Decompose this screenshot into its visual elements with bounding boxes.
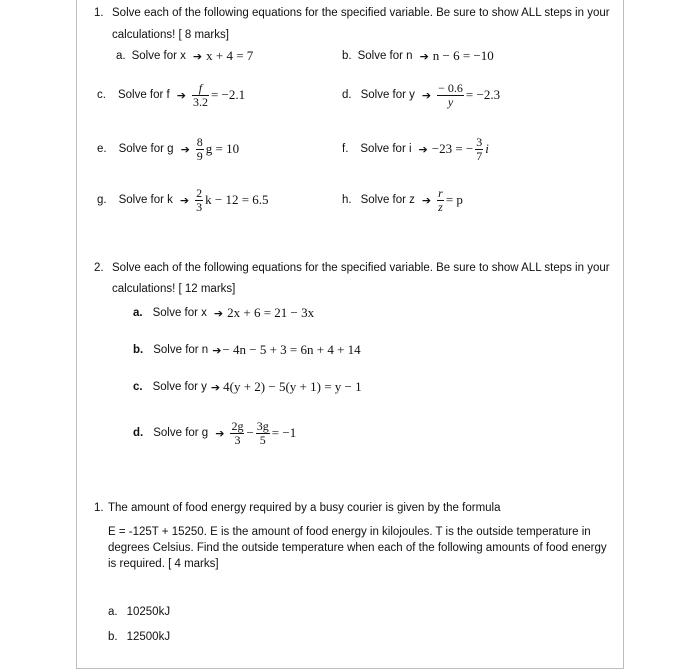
fraction-denominator: 9 (196, 148, 203, 163)
equation-rest: k − 12 = 6.5 (205, 192, 269, 208)
q1-intro-line2: calculations! [ 8 marks] (112, 29, 229, 41)
q3-item-b (108, 631, 170, 643)
fraction-denominator: 3 (234, 432, 241, 447)
item-label: b. (342, 50, 352, 62)
item-label: a. (108, 606, 118, 618)
item-label: h. (342, 194, 352, 207)
fraction-numerator: 3g (256, 419, 269, 433)
fraction-1 (230, 420, 244, 446)
q1-number: 1. (94, 7, 104, 19)
q2-intro-line1: Solve each of the following equations for the specified variable. Be sure to show ALL steps in your (112, 262, 610, 274)
fraction-numerator: 2 (196, 186, 203, 200)
fraction-denominator: y (447, 94, 454, 109)
equation-rest: = −2.1 (210, 87, 246, 103)
q1-item-b (342, 48, 494, 64)
q3-formula-paragraph: E = -125T + 15250. E is the amount of food energy in kilojoules. T is the outside temperature in degrees Celsius. Find the outside temperature when each of the following amounts of food energy is required. [ 4 marks] (108, 526, 607, 570)
fraction-denominator: 5 (259, 432, 266, 447)
item-text: Solve for y (152, 381, 207, 393)
equation-left: −23 = − (431, 141, 474, 157)
equation: x + 4 = 7 (206, 48, 254, 63)
equation-rest: = −2.3 (465, 87, 501, 103)
item-label: c. (133, 381, 143, 393)
fraction-numerator: f (192, 82, 209, 96)
q1-item-d (342, 82, 500, 108)
item-label: d. (133, 427, 144, 440)
item-label: e. (97, 143, 107, 156)
q1-intro-line1: Solve each of the following equations for the specified variable. Be sure to show ALL steps in your (112, 7, 610, 19)
equation-rest: = p (445, 192, 463, 208)
equation: − 4n − 5 + 3 = 6n + 4 + 14 (222, 342, 361, 357)
arrow-right-icon: ➔ (210, 380, 221, 394)
fraction-numerator: r (438, 186, 443, 200)
fraction-numerator: − 0.6 (438, 81, 463, 95)
item-text: Solve for n (357, 50, 413, 62)
arrow-right-icon: ➔ (179, 193, 190, 207)
fraction-denominator: z (438, 199, 443, 214)
fraction-numerator: 8 (196, 135, 203, 149)
fraction (192, 82, 209, 108)
q2-item-d (133, 420, 296, 446)
arrow-right-icon: ➔ (419, 49, 429, 63)
equation-rest: g = 10 (205, 141, 240, 157)
arrow-right-icon: ➔ (213, 306, 224, 320)
fraction (437, 187, 444, 213)
q2-item-a (133, 305, 314, 321)
q2-intro-line2: calculations! [ 12 marks] (112, 283, 236, 295)
arrow-right-icon: ➔ (176, 88, 186, 102)
fraction-numerator: 2g (231, 419, 244, 433)
fraction (195, 187, 203, 213)
fraction (196, 136, 204, 162)
equation: 4(y + 2) − 5(y + 1) = y − 1 (223, 379, 362, 394)
item-text: Solve for g (118, 143, 174, 156)
q2-item-c (133, 379, 362, 395)
fraction-denominator: 3.2 (192, 94, 208, 109)
item-text: Solve for x (131, 50, 186, 62)
item-label: b. (133, 344, 144, 356)
q1-item-g (97, 187, 269, 213)
arrow-right-icon: ➔ (215, 426, 225, 440)
fraction (437, 82, 464, 108)
fraction-numerator: 3 (476, 135, 483, 149)
arrow-right-icon: ➔ (212, 343, 222, 357)
equation: 2x + 6 = 21 − 3x (227, 305, 315, 320)
q1-item-f (342, 136, 489, 162)
equation-rest: i (485, 141, 489, 157)
arrow-right-icon: ➔ (421, 193, 432, 207)
item-label: c. (97, 89, 106, 102)
item-label: a. (116, 50, 126, 62)
item-text: Solve for k (118, 194, 173, 207)
item-value: 10250kJ (126, 606, 171, 618)
fraction-2 (256, 420, 270, 446)
q2-item-b (133, 342, 361, 358)
fraction (475, 136, 483, 162)
item-text: Solve for f (117, 89, 170, 102)
item-text: Solve for y (360, 89, 415, 102)
item-label: b. (108, 631, 118, 643)
fraction-denominator: 7 (476, 148, 483, 163)
item-text: Solve for x (152, 307, 207, 319)
item-label: f. (342, 143, 349, 156)
q1-item-e (97, 136, 239, 162)
q2-number: 2. (94, 262, 104, 274)
q1-item-h (342, 187, 463, 213)
item-text: Solve for i (360, 143, 412, 156)
arrow-right-icon: ➔ (192, 49, 203, 63)
arrow-right-icon: ➔ (421, 88, 432, 102)
item-text: Solve for g (153, 427, 209, 440)
item-label: d. (342, 89, 352, 102)
equation: n − 6 = −10 (432, 48, 494, 63)
fraction-denominator: 3 (196, 199, 203, 214)
q3-intro: The amount of food energy required by a busy courier is given by the formula (108, 502, 501, 514)
arrow-right-icon: ➔ (180, 142, 190, 156)
q3-number: 1. (94, 502, 104, 514)
item-text: Solve for n (153, 344, 209, 356)
item-text: Solve for z (360, 194, 415, 207)
q1-item-c (97, 82, 245, 108)
item-label: a. (133, 307, 143, 319)
q1-item-a (116, 48, 253, 64)
item-value: 12500kJ (126, 631, 171, 643)
arrow-right-icon: ➔ (418, 142, 428, 156)
minus-sign: − (246, 425, 254, 441)
q3-item-a (108, 606, 170, 618)
equation-rest: = −1 (271, 425, 297, 441)
item-label: g. (97, 194, 107, 207)
